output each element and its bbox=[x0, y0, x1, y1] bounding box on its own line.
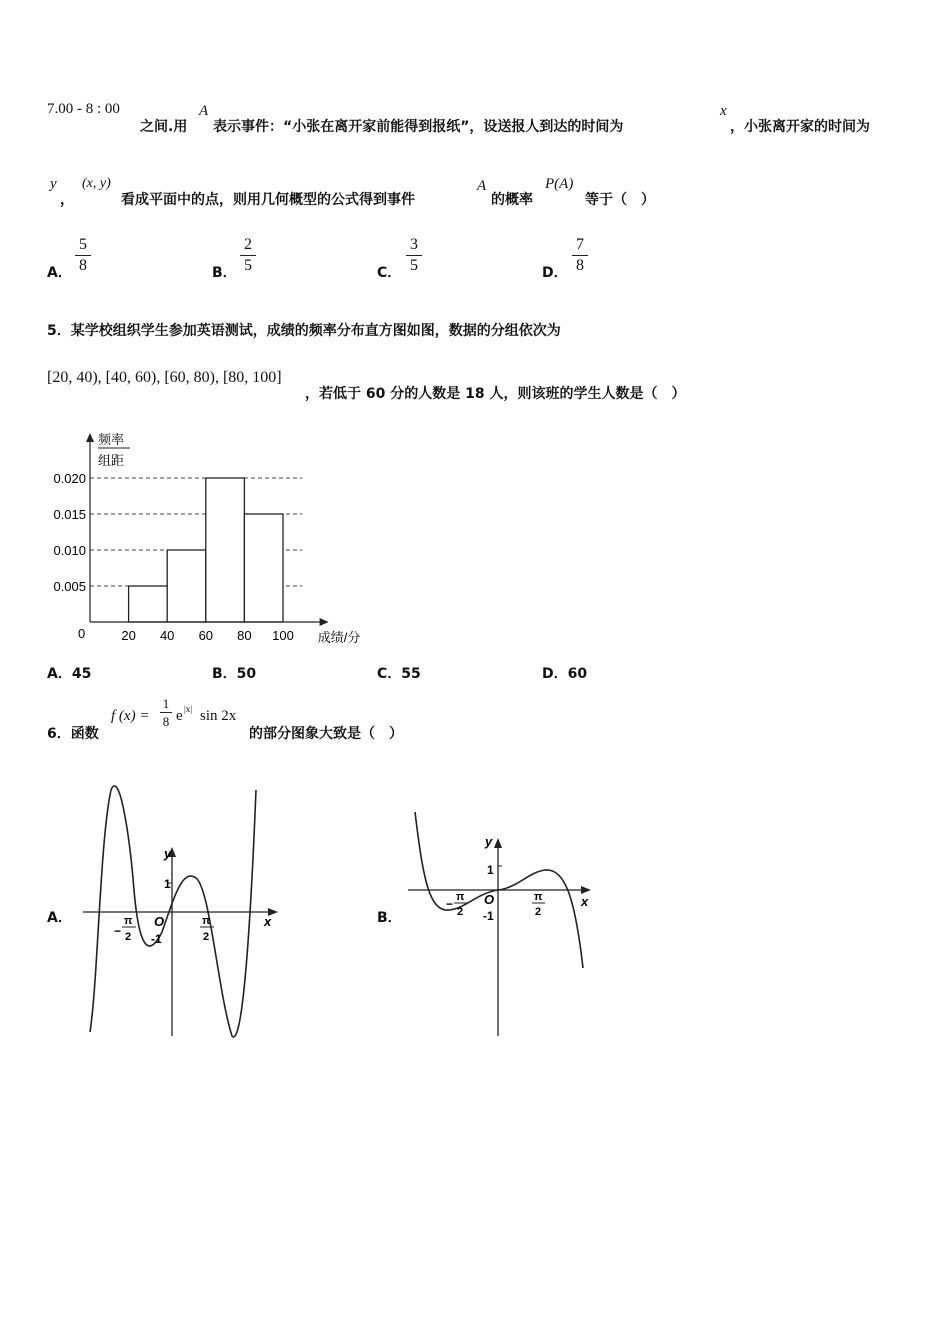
q4-comma: ， bbox=[60, 192, 74, 208]
origin-label: O bbox=[484, 892, 495, 907]
fraction-bar bbox=[406, 255, 422, 256]
q4-text-2b: 的概率 bbox=[491, 192, 533, 208]
q5-intervals: [20, 40), [40, 60), [60, 80), [80, 100] bbox=[47, 369, 282, 386]
q4-text-1c: ，小张离开家的时间为 bbox=[730, 119, 870, 135]
q4-option-a-fraction bbox=[75, 236, 91, 275]
q5-option-d[interactable] bbox=[542, 663, 587, 683]
y-axis-arrow bbox=[494, 838, 502, 848]
histogram-bar-1 bbox=[129, 586, 168, 622]
fraction-bar bbox=[160, 712, 172, 713]
x-axis-arrow bbox=[320, 618, 329, 626]
q5-stem-1: 5．某学校组织学生参加英语测试，成绩的频率分布直方图如图，数据的分组依次为 bbox=[47, 323, 561, 339]
func-exponent: |x| bbox=[184, 704, 193, 714]
y-tick-label: 0.005 bbox=[53, 579, 86, 594]
prob-pa: P(A) bbox=[545, 176, 574, 192]
q5-option-d-value: 60 bbox=[567, 666, 588, 682]
minus-sign: − bbox=[114, 924, 122, 938]
fraction-denominator: 5 bbox=[410, 257, 418, 274]
q5-stem-2: ，若低于 60 分的人数是 18 人，则该班的学生人数是（ ） bbox=[305, 386, 686, 402]
one-label: 1 bbox=[487, 863, 494, 877]
q6-option-b-label[interactable]: B． bbox=[377, 910, 402, 926]
graph-a[interactable] bbox=[78, 780, 283, 1042]
x-tick-label: 20 bbox=[121, 628, 136, 643]
fraction-numerator: 3 bbox=[410, 236, 418, 253]
y-label: y bbox=[164, 846, 172, 861]
q4-text-1a: 之间.用 bbox=[140, 119, 188, 135]
minus-sign: − bbox=[446, 897, 454, 911]
q4-text-2c: 等于（ ） bbox=[585, 192, 655, 208]
func-e: e bbox=[176, 708, 183, 724]
q5-option-b[interactable] bbox=[212, 663, 256, 683]
y-label: y bbox=[485, 834, 493, 849]
q5-option-a-value: 45 bbox=[71, 666, 92, 682]
time-range: 7.00 - 8 : 00 bbox=[47, 101, 120, 117]
q5-option-a[interactable] bbox=[47, 663, 91, 683]
pi-label-right: π bbox=[202, 915, 211, 927]
histogram-chart bbox=[40, 425, 380, 650]
q5-option-c[interactable] bbox=[377, 663, 421, 683]
x-tick-label: 60 bbox=[198, 628, 214, 643]
fraction-numerator: 7 bbox=[576, 236, 584, 253]
y-tick-label: 0.010 bbox=[53, 543, 86, 558]
two-label-right: 2 bbox=[203, 931, 210, 943]
x-axis-label: 成绩/分 bbox=[317, 630, 361, 645]
q4-option-d-fraction bbox=[572, 236, 588, 275]
x-label: x bbox=[581, 894, 589, 909]
q5-option-c-value: 55 bbox=[401, 666, 421, 682]
graph-b[interactable] bbox=[405, 808, 600, 1040]
y-axis-arrow bbox=[86, 433, 94, 442]
x-label: x bbox=[264, 914, 272, 929]
q5-option-d-label: D． bbox=[542, 666, 568, 682]
q5-option-b-label: B． bbox=[212, 666, 237, 682]
q4-text-1b: 表示事件：“小张在离开家前能得到报纸”，设送报人到达的时间为 bbox=[213, 119, 624, 135]
pi-label-left: π bbox=[456, 891, 465, 903]
fraction-bar bbox=[75, 255, 91, 256]
q6-number: 6．函数 bbox=[47, 726, 99, 742]
q4-option-c-label[interactable]: C． bbox=[377, 265, 402, 281]
two-label-left: 2 bbox=[457, 906, 464, 918]
origin-label: 0 bbox=[78, 626, 86, 641]
pi-label-right: π bbox=[534, 891, 543, 903]
q6-option-a-label[interactable]: A． bbox=[47, 910, 72, 926]
func-rest: sin 2x bbox=[200, 708, 237, 724]
var-a-2: A bbox=[477, 178, 487, 194]
x-axis-arrow bbox=[581, 886, 591, 894]
q4-option-b-label[interactable]: B． bbox=[212, 265, 237, 281]
q4-option-b-fraction bbox=[240, 236, 256, 275]
two-label-left: 2 bbox=[125, 931, 132, 943]
histogram-bar-3 bbox=[206, 478, 245, 622]
origin-label: O bbox=[154, 914, 165, 929]
fraction-numerator: 1 bbox=[162, 696, 170, 711]
var-a: A bbox=[199, 103, 209, 119]
neg-one-label: -1 bbox=[151, 932, 162, 946]
y-axis-label-bottom: 组距 bbox=[98, 453, 125, 468]
q6-stem: 的部分图象大致是（ ） bbox=[249, 726, 403, 742]
q4-option-c-fraction bbox=[406, 236, 422, 275]
point-xy: (x, y) bbox=[82, 176, 111, 191]
fraction-bar bbox=[240, 255, 256, 256]
q5-option-c-label: C． bbox=[377, 666, 402, 682]
q4-option-d-label[interactable]: D． bbox=[542, 265, 568, 281]
func-fraction bbox=[160, 697, 172, 730]
histogram-bar-4 bbox=[244, 514, 283, 622]
y-tick-label: 0.015 bbox=[53, 507, 86, 522]
x-tick-label: 100 bbox=[272, 628, 294, 643]
x-tick-label: 40 bbox=[159, 628, 175, 643]
q4-text-2a: 看成平面中的点，则用几何概型的公式得到事件 bbox=[121, 192, 415, 208]
fraction-bar bbox=[572, 255, 588, 256]
fraction-numerator: 2 bbox=[244, 236, 252, 253]
one-label: 1 bbox=[164, 877, 171, 891]
y-tick-label: 0.020 bbox=[53, 471, 86, 486]
fraction-denominator: 8 bbox=[162, 714, 170, 729]
fraction-numerator: 5 bbox=[79, 236, 87, 253]
x-tick-label: 80 bbox=[237, 628, 252, 643]
fraction-denominator: 5 bbox=[244, 257, 252, 274]
pi-label-left: π bbox=[124, 915, 133, 927]
fraction-denominator: 8 bbox=[79, 257, 87, 274]
q5-option-a-label: A． bbox=[47, 666, 72, 682]
histogram-bar-2 bbox=[167, 550, 206, 622]
fraction-denominator: 8 bbox=[576, 257, 584, 274]
var-x: x bbox=[720, 103, 727, 119]
var-y: y bbox=[50, 176, 57, 192]
two-label-right: 2 bbox=[535, 906, 542, 918]
q4-option-a-label[interactable]: A． bbox=[47, 265, 72, 281]
y-axis-label-top: 频率 bbox=[98, 432, 125, 447]
func-lhs: f (x) = bbox=[111, 708, 150, 724]
neg-one-label: -1 bbox=[483, 909, 494, 923]
q5-option-b-value: 50 bbox=[236, 666, 257, 682]
